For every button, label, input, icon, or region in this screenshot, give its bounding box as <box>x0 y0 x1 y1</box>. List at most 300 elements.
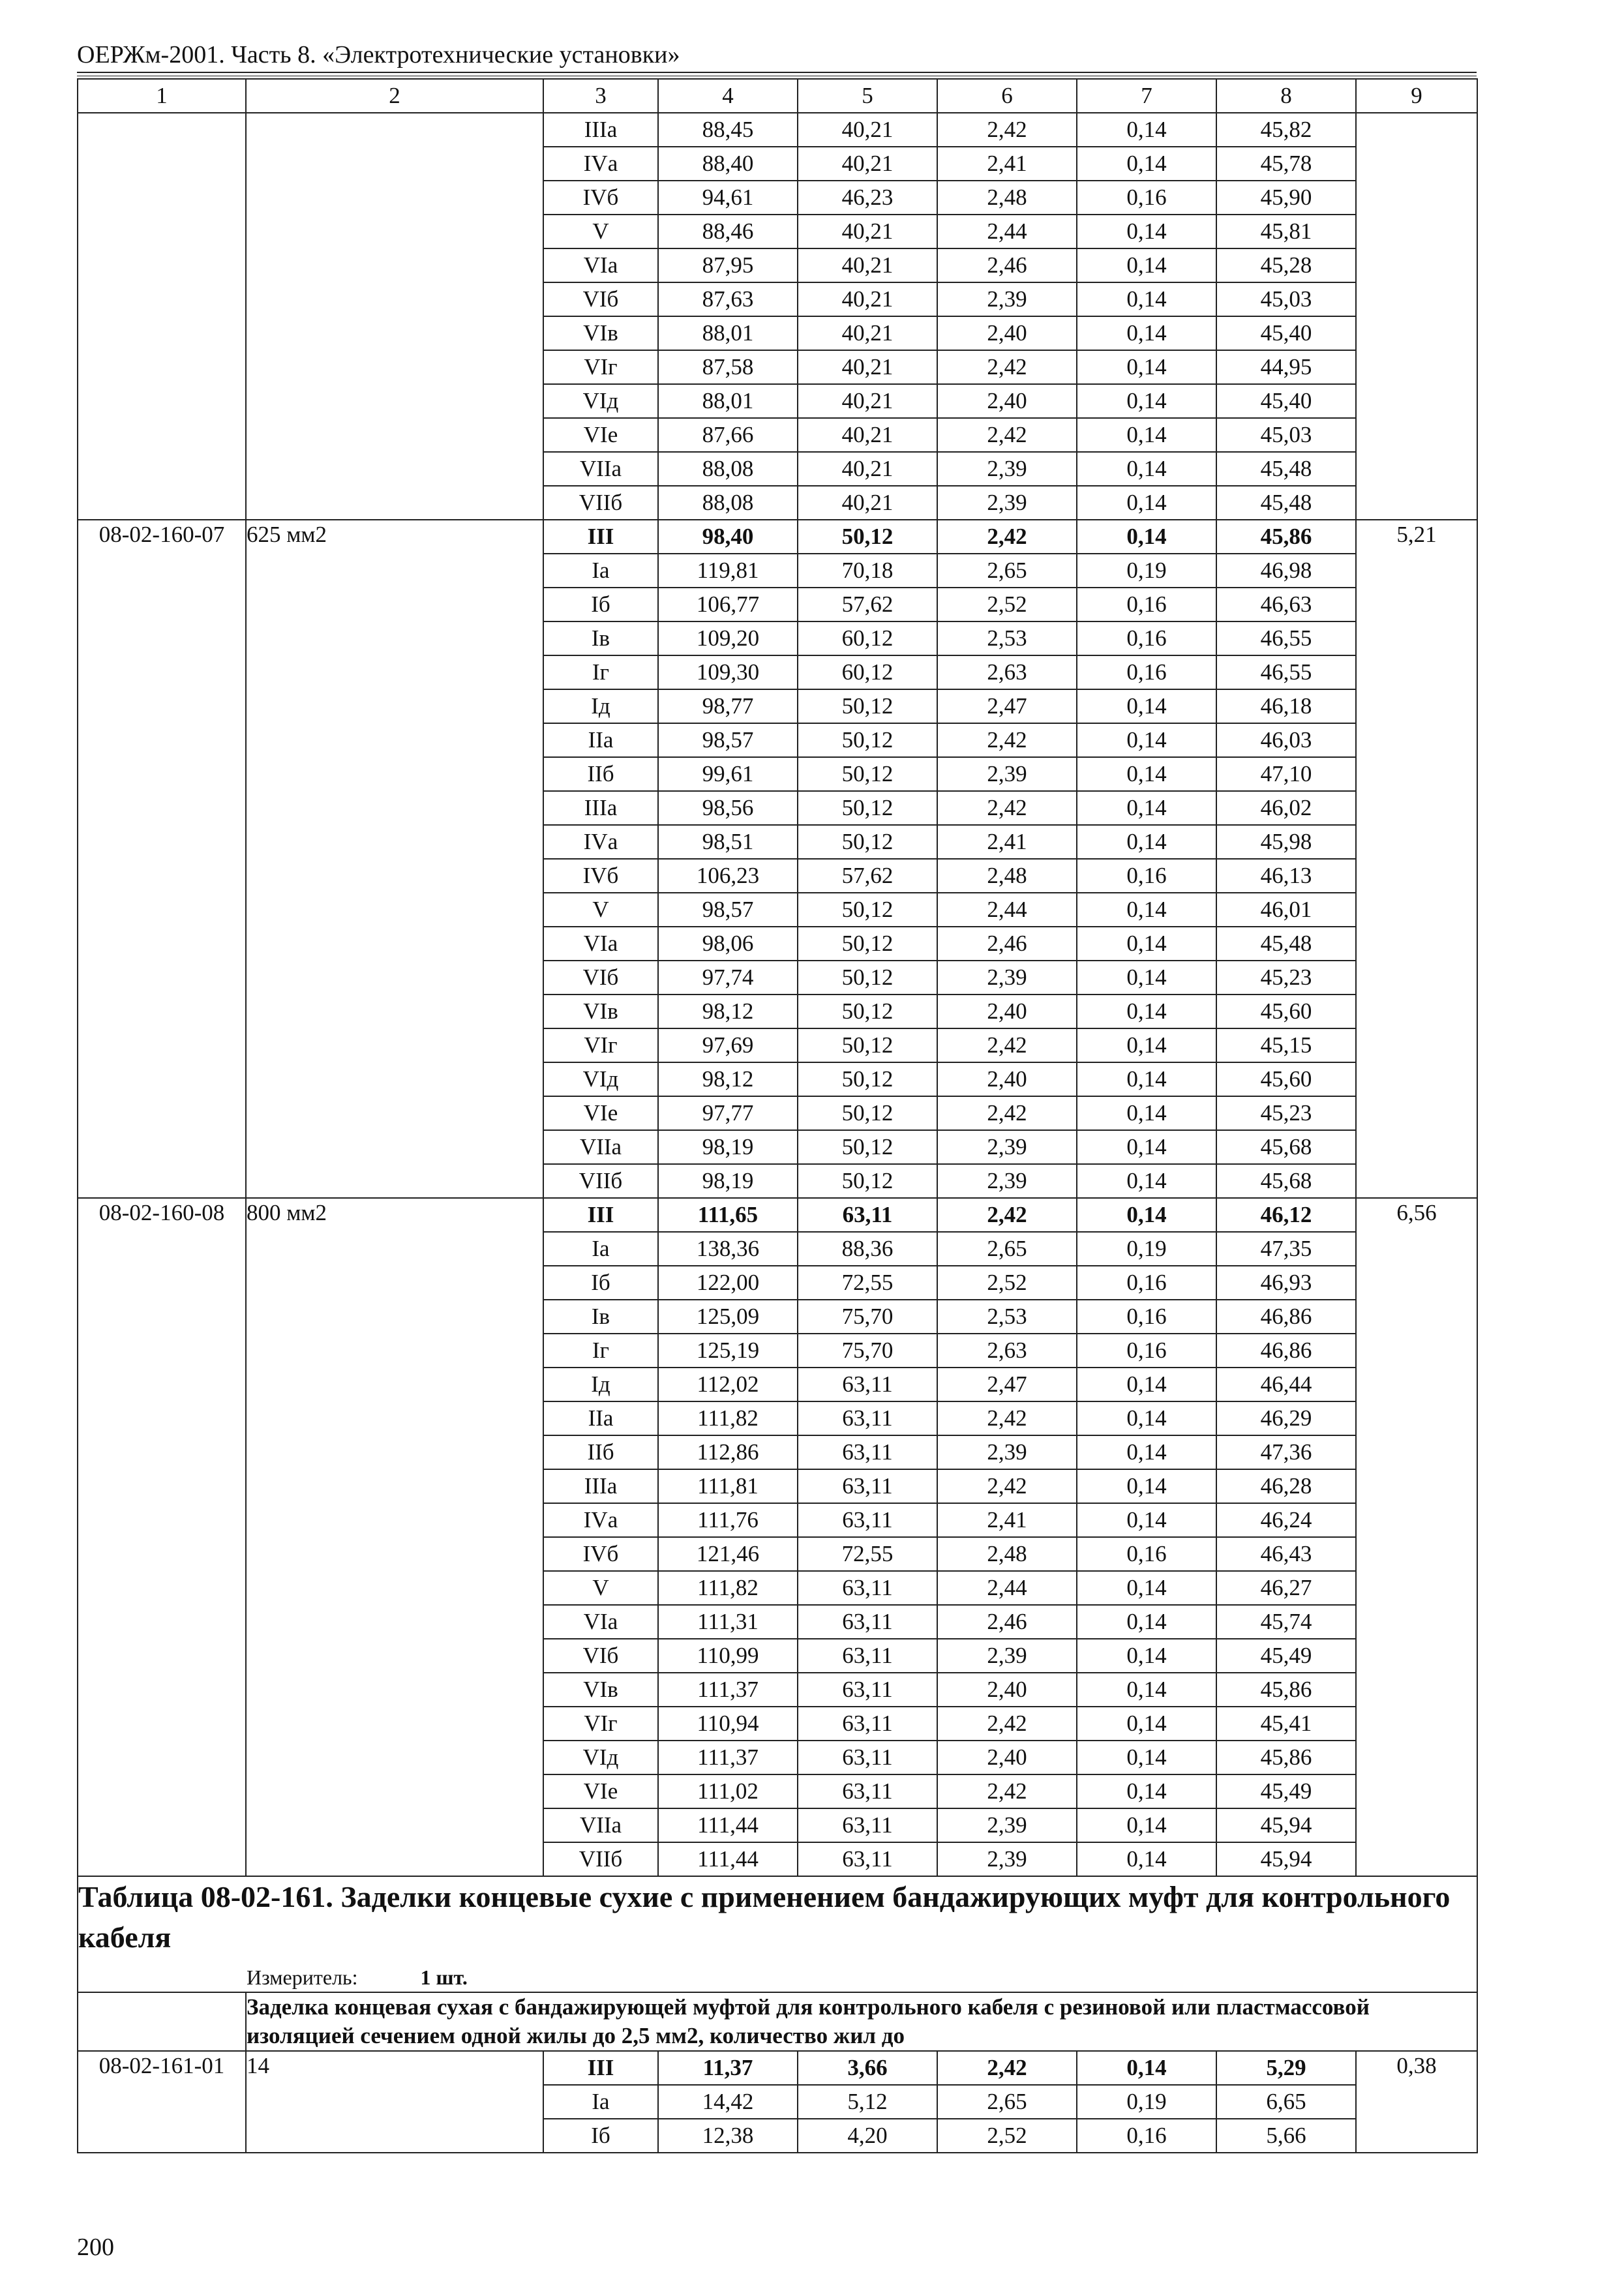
value-cell: 98,57 <box>658 723 798 757</box>
zone-label: Iг <box>543 655 658 689</box>
value-cell: 46,55 <box>1216 655 1356 689</box>
value-cell: 2,39 <box>937 757 1077 791</box>
value-cell: 2,42 <box>937 1096 1077 1130</box>
resource-code: 08-02-161-01 <box>78 2051 246 2153</box>
value-cell: 0,14 <box>1077 961 1216 995</box>
zone-label: VIIа <box>543 452 658 486</box>
value-cell: 2,44 <box>937 1571 1077 1605</box>
resource-name <box>246 113 543 520</box>
value-cell: 2,65 <box>937 1232 1077 1266</box>
value-cell: 60,12 <box>798 621 937 655</box>
column-number: 2 <box>246 79 543 113</box>
value-cell: 63,11 <box>798 1198 937 1232</box>
value-cell: 5,29 <box>1216 2051 1356 2085</box>
resource-code <box>78 113 246 520</box>
value-cell: 2,40 <box>937 316 1077 350</box>
zone-label: IIIа <box>543 791 658 825</box>
value-cell: 2,42 <box>937 1028 1077 1062</box>
zone-label: V <box>543 1571 658 1605</box>
zone-label: VIа <box>543 927 658 961</box>
value-cell: 45,40 <box>1216 316 1356 350</box>
value-cell: 2,42 <box>937 1469 1077 1503</box>
value-cell: 98,06 <box>658 927 798 961</box>
value-cell: 45,23 <box>1216 1096 1356 1130</box>
zone-label: IVа <box>543 1503 658 1537</box>
value-cell: 46,29 <box>1216 1401 1356 1435</box>
value-cell: 98,19 <box>658 1130 798 1164</box>
value-cell: 111,44 <box>658 1842 798 1876</box>
value-cell: 2,39 <box>937 1435 1077 1469</box>
value-cell: 40,21 <box>798 486 937 520</box>
value-cell: 2,42 <box>937 418 1077 452</box>
value-cell: 46,28 <box>1216 1469 1356 1503</box>
zone-label: IVб <box>543 859 658 893</box>
value-cell: 111,82 <box>658 1571 798 1605</box>
value-cell: 46,55 <box>1216 621 1356 655</box>
zone-label: VIб <box>543 961 658 995</box>
value-cell: 0,14 <box>1077 1028 1216 1062</box>
value-cell: 45,98 <box>1216 825 1356 859</box>
column-number: 9 <box>1356 79 1477 113</box>
value-cell: 45,48 <box>1216 927 1356 961</box>
value-cell: 63,11 <box>798 1503 937 1537</box>
value-cell: 63,11 <box>798 1741 937 1774</box>
value-cell: 2,42 <box>937 520 1077 554</box>
value-cell: 0,14 <box>1077 350 1216 384</box>
value-cell: 40,21 <box>798 316 937 350</box>
resource-code: 08-02-160-07 <box>78 520 246 1198</box>
value-cell: 63,11 <box>798 1639 937 1673</box>
value-cell: 44,95 <box>1216 350 1356 384</box>
value-cell: 0,14 <box>1077 316 1216 350</box>
value-cell: 2,63 <box>937 1334 1077 1368</box>
zone-label: VIв <box>543 316 658 350</box>
value-cell: 0,14 <box>1077 1062 1216 1096</box>
value-cell: 111,37 <box>658 1673 798 1707</box>
value-cell: 63,11 <box>798 1842 937 1876</box>
value-cell: 45,48 <box>1216 452 1356 486</box>
value-cell: 0,14 <box>1077 1741 1216 1774</box>
value-cell: 0,16 <box>1077 1334 1216 1368</box>
resource-name: 14 <box>246 2051 543 2153</box>
value-cell: 111,76 <box>658 1503 798 1537</box>
zone-label: VIв <box>543 995 658 1028</box>
norms-table <box>77 78 1478 2153</box>
value-cell: 50,12 <box>798 1028 937 1062</box>
value-cell: 98,19 <box>658 1164 798 1198</box>
value-cell: 45,78 <box>1216 147 1356 181</box>
value-cell: 40,21 <box>798 418 937 452</box>
value-cell: 45,28 <box>1216 248 1356 282</box>
value-cell: 70,18 <box>798 554 937 588</box>
value-cell: 40,21 <box>798 248 937 282</box>
value-cell: 2,40 <box>937 384 1077 418</box>
zone-label: IIб <box>543 757 658 791</box>
value-cell: 99,61 <box>658 757 798 791</box>
value-cell: 45,86 <box>1216 520 1356 554</box>
value-cell: 2,42 <box>937 791 1077 825</box>
value-cell: 2,47 <box>937 1368 1077 1401</box>
value-cell: 0,16 <box>1077 1300 1216 1334</box>
column-number: 7 <box>1077 79 1216 113</box>
value-cell: 45,60 <box>1216 995 1356 1028</box>
value-cell: 88,45 <box>658 113 798 147</box>
value-cell: 0,19 <box>1077 554 1216 588</box>
zone-label: Iа <box>543 2085 658 2119</box>
zone-label: Iа <box>543 554 658 588</box>
value-cell: 50,12 <box>798 893 937 927</box>
zone-label: VIг <box>543 1707 658 1741</box>
zone-label: VIIб <box>543 1842 658 1876</box>
value-cell: 46,43 <box>1216 1537 1356 1571</box>
value-cell: 0,14 <box>1077 520 1216 554</box>
value-cell: 45,15 <box>1216 1028 1356 1062</box>
value-cell: 63,11 <box>798 1435 937 1469</box>
value-cell: 75,70 <box>798 1300 937 1334</box>
value-cell: 45,03 <box>1216 282 1356 316</box>
value-cell: 98,51 <box>658 825 798 859</box>
value-cell: 2,39 <box>937 282 1077 316</box>
value-cell: 0,16 <box>1077 1266 1216 1300</box>
value-cell: 40,21 <box>798 452 937 486</box>
value-cell: 45,68 <box>1216 1164 1356 1198</box>
value-cell: 0,14 <box>1077 1503 1216 1537</box>
value-cell: 111,82 <box>658 1401 798 1435</box>
value-cell: 0,14 <box>1077 1707 1216 1741</box>
value-cell: 50,12 <box>798 689 937 723</box>
value-cell: 2,42 <box>937 2051 1077 2085</box>
value-cell: 0,16 <box>1077 588 1216 621</box>
value-cell: 46,12 <box>1216 1198 1356 1232</box>
value-cell: 2,63 <box>937 655 1077 689</box>
value-cell: 46,02 <box>1216 791 1356 825</box>
value-cell: 0,14 <box>1077 893 1216 927</box>
value-cell: 0,14 <box>1077 147 1216 181</box>
value-cell: 0,16 <box>1077 181 1216 215</box>
value-cell: 0,14 <box>1077 1130 1216 1164</box>
value-cell: 2,42 <box>937 113 1077 147</box>
value-cell: 57,62 <box>798 588 937 621</box>
value-cell: 75,70 <box>798 1334 937 1368</box>
value-cell: 88,08 <box>658 452 798 486</box>
value-cell: 45,74 <box>1216 1605 1356 1639</box>
value-cell: 4,20 <box>798 2119 937 2153</box>
value-cell: 0,14 <box>1077 1198 1216 1232</box>
value-cell: 110,94 <box>658 1707 798 1741</box>
value-cell: 2,41 <box>937 1503 1077 1537</box>
value-cell: 50,12 <box>798 1062 937 1096</box>
value-cell: 138,36 <box>658 1232 798 1266</box>
value-cell: 125,09 <box>658 1300 798 1334</box>
value-cell: 2,42 <box>937 723 1077 757</box>
zone-label: Iв <box>543 1300 658 1334</box>
value-cell: 2,42 <box>937 350 1077 384</box>
description-blank <box>78 1992 246 2051</box>
value-cell: 63,11 <box>798 1368 937 1401</box>
zone-label: V <box>543 893 658 927</box>
value-cell: 2,42 <box>937 1401 1077 1435</box>
value-cell: 98,57 <box>658 893 798 927</box>
value-cell: 50,12 <box>798 927 937 961</box>
value-cell: 46,86 <box>1216 1300 1356 1334</box>
value-cell: 0,14 <box>1077 215 1216 248</box>
table-row <box>78 113 1477 147</box>
value-cell: 0,14 <box>1077 1164 1216 1198</box>
value-cell: 50,12 <box>798 995 937 1028</box>
value-cell: 2,39 <box>937 1164 1077 1198</box>
zone-label: IIIа <box>543 113 658 147</box>
value-cell: 46,98 <box>1216 554 1356 588</box>
value-cell: 50,12 <box>798 757 937 791</box>
value-cell: 0,14 <box>1077 723 1216 757</box>
value-cell: 40,21 <box>798 350 937 384</box>
value-cell: 3,66 <box>798 2051 937 2085</box>
value-cell: 0,14 <box>1077 418 1216 452</box>
value-cell: 45,86 <box>1216 1741 1356 1774</box>
value-cell: 5,66 <box>1216 2119 1356 2153</box>
value-cell: 97,77 <box>658 1096 798 1130</box>
column-number-row <box>78 79 1477 113</box>
value-cell: 40,21 <box>798 215 937 248</box>
value-cell: 57,62 <box>798 859 937 893</box>
value-cell: 50,12 <box>798 1164 937 1198</box>
value-cell: 2,52 <box>937 1266 1077 1300</box>
value-cell: 45,90 <box>1216 181 1356 215</box>
value-cell: 46,86 <box>1216 1334 1356 1368</box>
value-cell: 0,16 <box>1077 655 1216 689</box>
coefficient: 6,56 <box>1356 1198 1477 1876</box>
value-cell: 2,39 <box>937 1639 1077 1673</box>
zone-label: Iа <box>543 1232 658 1266</box>
value-cell: 0,14 <box>1077 452 1216 486</box>
value-cell: 0,14 <box>1077 791 1216 825</box>
value-cell: 50,12 <box>798 791 937 825</box>
value-cell: 2,42 <box>937 1198 1077 1232</box>
description-row <box>78 1992 1477 2051</box>
value-cell: 0,19 <box>1077 1232 1216 1266</box>
zone-label: IVб <box>543 181 658 215</box>
value-cell: 0,14 <box>1077 757 1216 791</box>
value-cell: 2,52 <box>937 588 1077 621</box>
value-cell: 0,14 <box>1077 1605 1216 1639</box>
zone-label: Iв <box>543 621 658 655</box>
value-cell: 0,19 <box>1077 2085 1216 2119</box>
value-cell: 72,55 <box>798 1537 937 1571</box>
value-cell: 46,03 <box>1216 723 1356 757</box>
zone-label: IIа <box>543 1401 658 1435</box>
column-number: 1 <box>78 79 246 113</box>
value-cell: 0,14 <box>1077 1435 1216 1469</box>
value-cell: 2,47 <box>937 689 1077 723</box>
value-cell: 0,14 <box>1077 282 1216 316</box>
value-cell: 94,61 <box>658 181 798 215</box>
value-cell: 88,40 <box>658 147 798 181</box>
value-cell: 2,41 <box>937 147 1077 181</box>
value-cell: 63,11 <box>798 1605 937 1639</box>
value-cell: 2,39 <box>937 1808 1077 1842</box>
zone-label: VIг <box>543 350 658 384</box>
zone-label: Iб <box>543 1266 658 1300</box>
zone-label: VIIа <box>543 1808 658 1842</box>
value-cell: 45,41 <box>1216 1707 1356 1741</box>
value-cell: 0,14 <box>1077 1808 1216 1842</box>
value-cell: 88,08 <box>658 486 798 520</box>
value-cell: 97,69 <box>658 1028 798 1062</box>
value-cell: 111,81 <box>658 1469 798 1503</box>
value-cell: 0,14 <box>1077 927 1216 961</box>
value-cell: 2,65 <box>937 554 1077 588</box>
zone-label: Iб <box>543 2119 658 2153</box>
value-cell: 63,11 <box>798 1774 937 1808</box>
value-cell: 0,14 <box>1077 486 1216 520</box>
zone-label: VIе <box>543 1774 658 1808</box>
value-cell: 2,39 <box>937 961 1077 995</box>
value-cell: 50,12 <box>798 825 937 859</box>
zone-label: Iб <box>543 588 658 621</box>
zone-label: VIIб <box>543 1164 658 1198</box>
value-cell: 0,14 <box>1077 1774 1216 1808</box>
value-cell: 98,12 <box>658 1062 798 1096</box>
value-cell: 46,27 <box>1216 1571 1356 1605</box>
value-cell: 121,46 <box>658 1537 798 1571</box>
zone-label: IIа <box>543 723 658 757</box>
value-cell: 110,99 <box>658 1639 798 1673</box>
value-cell: 47,35 <box>1216 1232 1356 1266</box>
value-cell: 2,52 <box>937 2119 1077 2153</box>
value-cell: 111,65 <box>658 1198 798 1232</box>
zone-label: IIб <box>543 1435 658 1469</box>
coefficient <box>1356 113 1477 520</box>
value-cell: 119,81 <box>658 554 798 588</box>
value-cell: 109,20 <box>658 621 798 655</box>
value-cell: 2,40 <box>937 995 1077 1028</box>
value-cell: 45,81 <box>1216 215 1356 248</box>
value-cell: 2,40 <box>937 1741 1077 1774</box>
value-cell: 50,12 <box>798 520 937 554</box>
zone-label: VIб <box>543 1639 658 1673</box>
header-rule <box>77 72 1477 73</box>
value-cell: 2,42 <box>937 1774 1077 1808</box>
value-cell: 60,12 <box>798 655 937 689</box>
column-number: 8 <box>1216 79 1356 113</box>
value-cell: 63,11 <box>798 1707 937 1741</box>
value-cell: 2,39 <box>937 1842 1077 1876</box>
value-cell: 111,44 <box>658 1808 798 1842</box>
value-cell: 2,40 <box>937 1673 1077 1707</box>
column-number: 3 <box>543 79 658 113</box>
value-cell: 0,14 <box>1077 1401 1216 1435</box>
page-number: 200 <box>77 2234 114 2261</box>
value-cell: 45,03 <box>1216 418 1356 452</box>
value-cell: 46,18 <box>1216 689 1356 723</box>
value-cell: 0,16 <box>1077 859 1216 893</box>
value-cell: 45,82 <box>1216 113 1356 147</box>
value-cell: 2,44 <box>937 215 1077 248</box>
value-cell: 46,93 <box>1216 1266 1356 1300</box>
zone-label: VIа <box>543 1605 658 1639</box>
value-cell: 50,12 <box>798 961 937 995</box>
value-cell: 106,77 <box>658 588 798 621</box>
value-cell: 46,63 <box>1216 588 1356 621</box>
zone-label: VIг <box>543 1028 658 1062</box>
value-cell: 45,60 <box>1216 1062 1356 1096</box>
value-cell: 88,01 <box>658 384 798 418</box>
value-cell: 0,14 <box>1077 1096 1216 1130</box>
value-cell: 12,38 <box>658 2119 798 2153</box>
zone-label: VIIа <box>543 1130 658 1164</box>
zone-label: III <box>543 2051 658 2085</box>
value-cell: 2,65 <box>937 2085 1077 2119</box>
value-cell: 50,12 <box>798 723 937 757</box>
value-cell: 46,13 <box>1216 859 1356 893</box>
value-cell: 2,48 <box>937 1537 1077 1571</box>
value-cell: 6,65 <box>1216 2085 1356 2119</box>
value-cell: 98,40 <box>658 520 798 554</box>
value-cell: 2,48 <box>937 181 1077 215</box>
value-cell: 2,46 <box>937 927 1077 961</box>
value-cell: 45,23 <box>1216 961 1356 995</box>
value-cell: 98,12 <box>658 995 798 1028</box>
column-number: 6 <box>937 79 1077 113</box>
resource-name: 625 мм2 <box>246 520 543 1198</box>
value-cell: 2,46 <box>937 1605 1077 1639</box>
value-cell: 97,74 <box>658 961 798 995</box>
zone-label: V <box>543 215 658 248</box>
value-cell: 45,49 <box>1216 1639 1356 1673</box>
value-cell: 122,00 <box>658 1266 798 1300</box>
table-row <box>78 520 1477 554</box>
value-cell: 0,14 <box>1077 995 1216 1028</box>
zone-label: Iд <box>543 1368 658 1401</box>
value-cell: 40,21 <box>798 282 937 316</box>
value-cell: 63,11 <box>798 1401 937 1435</box>
value-cell: 0,14 <box>1077 248 1216 282</box>
value-cell: 98,77 <box>658 689 798 723</box>
value-cell: 2,53 <box>937 621 1077 655</box>
value-cell: 14,42 <box>658 2085 798 2119</box>
coefficient: 0,38 <box>1356 2051 1477 2153</box>
section-caption <box>78 1876 1477 1992</box>
value-cell: 0,14 <box>1077 689 1216 723</box>
value-cell: 0,14 <box>1077 825 1216 859</box>
value-cell: 111,31 <box>658 1605 798 1639</box>
value-cell: 11,37 <box>658 2051 798 2085</box>
resource-code: 08-02-160-08 <box>78 1198 246 1876</box>
zone-label: VIд <box>543 384 658 418</box>
section-caption-row <box>78 1876 1477 1992</box>
value-cell: 50,12 <box>798 1096 937 1130</box>
zone-label: VIд <box>543 1741 658 1774</box>
coefficient: 5,21 <box>1356 520 1477 1198</box>
value-cell: 0,16 <box>1077 1537 1216 1571</box>
value-cell: 45,94 <box>1216 1842 1356 1876</box>
value-cell: 2,39 <box>937 1130 1077 1164</box>
unit-value: 1 шт. <box>420 1966 468 1989</box>
unit-line <box>78 1958 1477 1992</box>
value-cell: 2,41 <box>937 825 1077 859</box>
value-cell: 45,86 <box>1216 1673 1356 1707</box>
value-cell: 0,14 <box>1077 113 1216 147</box>
value-cell: 98,56 <box>658 791 798 825</box>
value-cell: 112,86 <box>658 1435 798 1469</box>
value-cell: 2,48 <box>937 859 1077 893</box>
unit-label: Измеритель: <box>247 1966 358 1989</box>
value-cell: 87,63 <box>658 282 798 316</box>
zone-label: VIв <box>543 1673 658 1707</box>
value-cell: 72,55 <box>798 1266 937 1300</box>
value-cell: 63,11 <box>798 1469 937 1503</box>
value-cell: 40,21 <box>798 384 937 418</box>
